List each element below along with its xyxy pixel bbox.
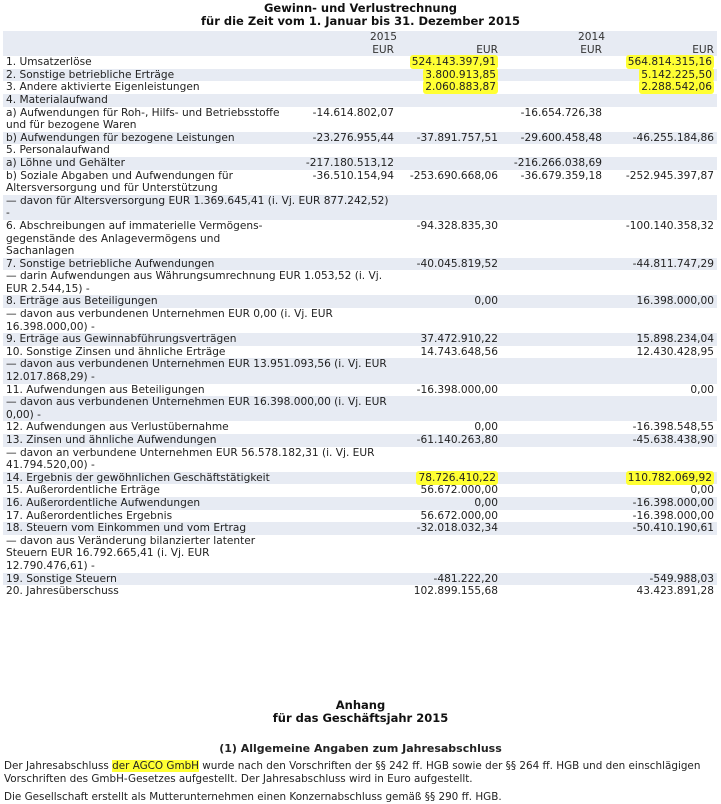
row-value-text: -252.945.397,87 <box>625 169 714 182</box>
row-value-c3 <box>501 157 605 170</box>
table-row <box>3 510 717 523</box>
row-value-text: 110.782.069,92 <box>627 471 712 484</box>
statement-title-line1: Gewinn- und Verlustrechnung <box>263 1 458 15</box>
row-value-c2 <box>397 396 501 421</box>
table-row <box>3 384 717 397</box>
statement-title <box>0 2 721 28</box>
row-value-text: -14.614.802,07 <box>312 106 394 119</box>
row-value-text: -29.600.458,48 <box>520 131 602 144</box>
table-row <box>3 472 717 485</box>
table-row <box>3 132 717 145</box>
row-value-c3 <box>501 510 605 523</box>
table-row <box>3 107 717 132</box>
row-value-c4 <box>605 358 717 383</box>
row-value-text: -16.398.000,00 <box>632 496 714 509</box>
row-value-text: -40.045.819,52 <box>416 257 498 270</box>
currency-header-2015a: EUR <box>293 44 397 57</box>
currency-header-2014b: EUR <box>605 44 717 57</box>
row-value-c1 <box>293 585 397 598</box>
row-value-c1 <box>293 295 397 308</box>
row-value-c4 <box>605 107 717 132</box>
row-value-text: -50.410.190,61 <box>632 522 714 535</box>
row-value-text: -216.266.038,69 <box>513 156 602 169</box>
row-value-c3 <box>501 522 605 535</box>
row-value-text: -16.398.000,00 <box>416 383 498 396</box>
row-value-c1 <box>293 472 397 485</box>
row-value-c1 <box>293 434 397 447</box>
statement-title-line2: für die Zeit vom 1. Januar bis 31. Dezember 2015 <box>201 14 520 28</box>
row-value-text: 0,00 <box>690 383 714 396</box>
row-value-c2 <box>397 170 501 195</box>
row-value-c4 <box>605 333 717 346</box>
table-row <box>3 56 717 69</box>
row-value-c4 <box>605 535 717 573</box>
row-value-c4 <box>605 585 717 598</box>
row-value-text: -61.140.263,80 <box>416 434 498 446</box>
row-value-text: 37.472.910,22 <box>420 333 498 346</box>
row-label: 14. Ergebnis der gewöhnlichen Geschäftstätigkeit <box>3 472 293 485</box>
row-value-text: -16.654.726,38 <box>520 106 602 119</box>
row-value-c3 <box>501 535 605 573</box>
row-value-c3 <box>501 81 605 94</box>
table-row <box>3 308 717 333</box>
row-value-text: 0,00 <box>690 484 714 497</box>
row-value-c1 <box>293 497 397 510</box>
row-value-c3 <box>501 396 605 421</box>
row-value-c2 <box>397 333 501 346</box>
row-value-c4 <box>605 308 717 333</box>
row-value-text: -100.140.358,32 <box>625 219 714 232</box>
row-value-text: 0,00 <box>474 295 498 308</box>
row-value-c4 <box>605 157 717 170</box>
row-value-c4 <box>605 472 717 485</box>
table-row <box>3 258 717 271</box>
table-row <box>3 346 717 359</box>
row-label: 15. Außerordentliche Erträge <box>3 484 293 497</box>
currency-header-2014a: EUR <box>501 44 605 57</box>
notes-title-line2: für das Geschäftsjahr 2015 <box>272 711 449 725</box>
row-label: b) Soziale Abgaben und Aufwendungen für Altersversorgung und für Unterstützung <box>3 170 293 195</box>
row-value-c4 <box>605 434 717 447</box>
row-value-text: 3.800.913,85 <box>425 68 496 81</box>
row-value-c3 <box>501 434 605 447</box>
row-value-c3 <box>501 447 605 472</box>
table-row <box>3 535 717 573</box>
row-label: 11. Aufwendungen aus Beteiligungen <box>3 384 293 397</box>
row-value-c4 <box>605 384 717 397</box>
row-value-c3 <box>501 170 605 195</box>
row-value-c2 <box>397 308 501 333</box>
row-value-c4 <box>605 346 717 359</box>
row-label: 17. Außerordentliches Ergebnis <box>3 510 293 523</box>
row-value-c2 <box>397 573 501 586</box>
row-value-c4 <box>605 132 717 145</box>
row-value-text: 2.060.883,87 <box>425 81 496 94</box>
row-value-c3 <box>501 132 605 145</box>
row-label: 1. Umsatzerlöse <box>3 56 293 69</box>
row-value-c3 <box>501 144 605 157</box>
row-value-c2 <box>397 484 501 497</box>
row-value-c4 <box>605 522 717 535</box>
row-value-text: -217.180.513,12 <box>305 156 394 169</box>
table-row <box>3 220 717 258</box>
row-value-c4 <box>605 170 717 195</box>
row-value-c4 <box>605 144 717 157</box>
row-value-text: 43.423.891,28 <box>636 585 714 598</box>
row-value-text: 564.814.315,16 <box>627 56 712 69</box>
row-value-c4 <box>605 258 717 271</box>
row-value-c2 <box>397 358 501 383</box>
row-label: — davon für Altersversorgung EUR 1.369.645,41 (i. Vj. EUR 877.242,52) - <box>3 195 397 220</box>
row-value-c4 <box>605 484 717 497</box>
row-value-c4 <box>605 497 717 510</box>
row-value-c4 <box>605 94 717 107</box>
income-statement-table <box>3 31 717 598</box>
row-value-text: 12.430.428,95 <box>636 345 714 358</box>
row-value-c1 <box>293 144 397 157</box>
row-value-c1 <box>293 535 397 573</box>
currency-header-2015b: EUR <box>397 44 501 57</box>
para1-after: wurde nach den Vorschriften der §§ 242 ff. HGB sowie der §§ 264 ff. HGB und den einschlägigen Vorschriften des GmbH-Gesetzes aufgestellt. Der Jahresabschluss wird in Euro aufgestellt. <box>4 760 701 785</box>
row-label: 7. Sonstige betriebliche Aufwendungen <box>3 258 293 271</box>
table-row <box>3 170 717 195</box>
row-value-c2 <box>397 585 501 598</box>
row-value-c4 <box>605 81 717 94</box>
notes-paragraph-1 <box>4 760 716 786</box>
table-row <box>3 484 717 497</box>
row-value-c2 <box>397 132 501 145</box>
row-value-c2 <box>397 447 501 472</box>
row-value-c1 <box>293 346 397 359</box>
row-value-c1 <box>293 258 397 271</box>
row-value-text: -16.398.548,55 <box>632 421 714 434</box>
row-value-c2 <box>397 497 501 510</box>
row-value-text: 56.672.000,00 <box>420 509 498 522</box>
row-value-c1 <box>293 170 397 195</box>
row-label: 10. Sonstige Zinsen und ähnliche Erträge <box>3 346 293 359</box>
notes-title <box>0 699 721 725</box>
row-value-text: -23.276.955,44 <box>312 131 394 144</box>
row-value-text: -37.891.757,51 <box>416 131 498 144</box>
row-value-c2 <box>397 535 501 573</box>
row-value-c2 <box>397 81 501 94</box>
row-label: 13. Zinsen und ähnliche Aufwendungen <box>3 434 293 447</box>
row-value-c3 <box>501 295 605 308</box>
row-value-c2 <box>397 472 501 485</box>
table-row <box>3 585 717 598</box>
row-value-text: -45.638.438,90 <box>632 434 714 446</box>
row-value-c2 <box>397 94 501 107</box>
row-value-c4 <box>605 421 717 434</box>
row-value-c1 <box>293 484 397 497</box>
row-value-c3 <box>501 220 605 258</box>
row-value-c4 <box>605 270 717 295</box>
row-value-c3 <box>501 585 605 598</box>
row-value-c1 <box>293 107 397 132</box>
row-value-c1 <box>293 522 397 535</box>
row-value-c3 <box>501 421 605 434</box>
row-label: 18. Steuern vom Einkommen und vom Ertrag <box>3 522 293 535</box>
row-value-c1 <box>293 384 397 397</box>
row-label: 2. Sonstige betriebliche Erträge <box>3 69 293 82</box>
table-row <box>3 333 717 346</box>
table-row <box>3 522 717 535</box>
row-value-text: -481.222,20 <box>433 572 498 585</box>
row-value-text: 5.142.225,50 <box>641 68 712 81</box>
row-value-c3 <box>501 69 605 82</box>
row-label: 8. Erträge aus Beteiligungen <box>3 295 293 308</box>
table-row <box>3 81 717 94</box>
row-value-c3 <box>501 94 605 107</box>
row-value-c1 <box>293 132 397 145</box>
table-row <box>3 434 717 447</box>
notes-paragraph-2: Die Gesellschaft erstellt als Mutterunternehmen einen Konzernabschluss gemäß §§ 290 ff. HGB. <box>4 791 502 803</box>
row-label: — davon an verbundene Unternehmen EUR 56.578.182,31 (i. Vj. EUR 41.794.520,00) - <box>3 447 397 472</box>
row-value-c4 <box>605 510 717 523</box>
row-label: 5. Personalaufwand <box>3 144 293 157</box>
row-value-c2 <box>397 270 501 295</box>
row-value-text: -44.811.747,29 <box>632 257 714 270</box>
row-label: 6. Abschreibungen auf immaterielle Vermögens-gegenstände des Anlagevermögens und Sachanlagen <box>3 220 293 258</box>
row-value-text: 56.672.000,00 <box>420 484 498 497</box>
row-value-text: 16.398.000,00 <box>636 295 714 308</box>
row-label: 12. Aufwendungen aus Verlustübernahme <box>3 421 293 434</box>
row-value-text: 2.288.542,06 <box>641 81 712 94</box>
row-value-c2 <box>397 157 501 170</box>
table-row <box>3 69 717 82</box>
row-label: b) Aufwendungen für bezogene Leistungen <box>3 132 293 145</box>
row-label: 4. Materialaufwand <box>3 94 293 107</box>
table-row <box>3 358 717 383</box>
table-row <box>3 195 717 220</box>
row-value-c1 <box>293 157 397 170</box>
row-value-text: 0,00 <box>474 496 498 509</box>
table-row <box>3 270 717 295</box>
row-value-c2 <box>397 220 501 258</box>
row-label: 19. Sonstige Steuern <box>3 573 293 586</box>
row-value-c2 <box>397 510 501 523</box>
row-value-c2 <box>397 346 501 359</box>
row-label: 9. Erträge aus Gewinnabführungsverträgen <box>3 333 293 346</box>
table-row <box>3 157 717 170</box>
row-value-c1 <box>293 69 397 82</box>
row-value-text: -94.328.835,30 <box>416 219 498 232</box>
row-value-text: 14.743.648,56 <box>420 345 498 358</box>
row-label: — darin Aufwendungen aus Währungsumrechnung EUR 1.053,52 (i. Vj. EUR 2.544,15) - <box>3 270 397 295</box>
row-value-c3 <box>501 195 605 220</box>
row-value-c2 <box>397 56 501 69</box>
para1-before: Der Jahresabschluss <box>4 760 113 772</box>
row-value-c3 <box>501 333 605 346</box>
row-label: — davon aus Veränderung bilanzierter latenter Steuern EUR 16.792.665,41 (i. Vj. EUR 12.790.476,61) - <box>3 535 293 573</box>
table-row <box>3 421 717 434</box>
row-value-c3 <box>501 497 605 510</box>
table-row <box>3 447 717 472</box>
row-value-text: -32.018.032,34 <box>416 522 498 535</box>
row-value-c2 <box>397 434 501 447</box>
row-value-c3 <box>501 573 605 586</box>
row-label: a) Löhne und Gehälter <box>3 157 293 170</box>
row-value-c1 <box>293 573 397 586</box>
row-value-c4 <box>605 295 717 308</box>
row-label: 3. Andere aktivierte Eigenleistungen <box>3 81 293 94</box>
row-value-c2 <box>397 144 501 157</box>
row-value-text: -253.690.668,06 <box>409 169 498 182</box>
row-label: — davon aus verbundenen Unternehmen EUR 13.951.093,56 (i. Vj. EUR 12.017.868,29) - <box>3 358 397 383</box>
table-row <box>3 396 717 421</box>
year-2015-header: 2015 <box>293 31 397 44</box>
row-value-text: -549.988,03 <box>649 572 714 585</box>
table-row <box>3 497 717 510</box>
notes-title-line1: Anhang <box>335 698 386 712</box>
row-value-c1 <box>293 421 397 434</box>
row-value-text: -46.255.184,86 <box>632 131 714 144</box>
row-value-c3 <box>501 308 605 333</box>
row-value-c3 <box>501 258 605 271</box>
table-row <box>3 573 717 586</box>
row-value-c4 <box>605 447 717 472</box>
row-value-c1 <box>293 81 397 94</box>
row-value-c1 <box>293 220 397 258</box>
row-value-c1 <box>293 94 397 107</box>
table-row <box>3 94 717 107</box>
row-value-c3 <box>501 484 605 497</box>
row-label: — davon aus verbundenen Unternehmen EUR 16.398.000,00 (i. Vj. EUR 0,00) - <box>3 396 397 421</box>
row-value-c1 <box>293 56 397 69</box>
row-value-text: 15.898.234,04 <box>636 333 714 346</box>
row-value-c4 <box>605 56 717 69</box>
row-value-c2 <box>397 522 501 535</box>
row-value-c4 <box>605 573 717 586</box>
row-value-c4 <box>605 195 717 220</box>
row-value-c2 <box>397 384 501 397</box>
row-value-text: -36.679.359,18 <box>520 169 602 182</box>
row-label: — davon aus verbundenen Unternehmen EUR 0,00 (i. Vj. EUR 16.398.000,00) - <box>3 308 397 333</box>
row-value-c1 <box>293 333 397 346</box>
row-label: a) Aufwendungen für Roh-, Hilfs- und Betriebsstoffe und für bezogene Waren <box>3 107 293 132</box>
row-value-text: 0,00 <box>474 421 498 434</box>
header-row-years <box>3 31 717 44</box>
row-value-text: 102.899.155,68 <box>413 585 498 598</box>
row-value-c3 <box>501 346 605 359</box>
row-value-c3 <box>501 384 605 397</box>
para1-highlight: der AGCO GmbH <box>112 760 199 772</box>
row-label: 20. Jahresüberschuss <box>3 585 293 598</box>
row-value-c1 <box>293 510 397 523</box>
row-value-c3 <box>501 107 605 132</box>
row-value-text: 78.726.410,22 <box>418 471 496 484</box>
row-value-c3 <box>501 358 605 383</box>
row-value-c2 <box>397 258 501 271</box>
table-row <box>3 144 717 157</box>
table-row <box>3 295 717 308</box>
row-label: 16. Außerordentliche Aufwendungen <box>3 497 293 510</box>
section-heading: (1) Allgemeine Angaben zum Jahresabschluss <box>219 742 502 755</box>
row-value-c2 <box>397 195 501 220</box>
row-value-c3 <box>501 56 605 69</box>
row-value-text: -16.398.000,00 <box>632 509 714 522</box>
header-row-currency <box>3 44 717 57</box>
row-value-c4 <box>605 220 717 258</box>
row-value-text: 524.143.397,91 <box>411 56 496 69</box>
row-value-c2 <box>397 107 501 132</box>
row-value-c3 <box>501 270 605 295</box>
row-value-c2 <box>397 421 501 434</box>
row-value-text: -36.510.154,94 <box>312 169 394 182</box>
year-2014-header: 2014 <box>501 31 605 44</box>
row-value-c2 <box>397 295 501 308</box>
row-value-c3 <box>501 472 605 485</box>
row-value-c4 <box>605 396 717 421</box>
